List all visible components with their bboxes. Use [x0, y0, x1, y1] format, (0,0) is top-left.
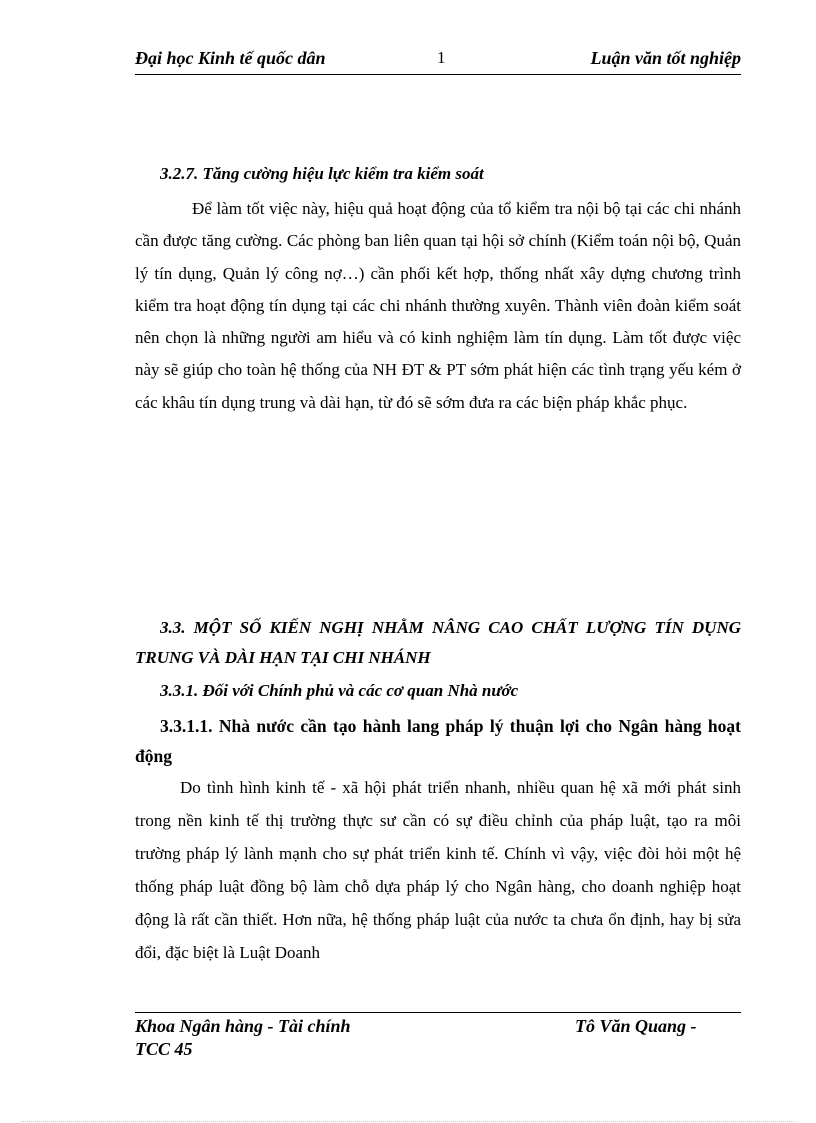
page-header: [135, 48, 741, 75]
footer-class: TCC 45: [135, 1039, 193, 1059]
page-number: 1: [437, 48, 446, 67]
page-footer: [135, 1012, 741, 1059]
page-bottom-divider: [22, 1121, 794, 1122]
paragraph-3-2-7: Để làm tốt việc này, hiệu quả hoạt động của tổ kiểm tra nội bộ tại các chi nhánh cần được tăng cường. Các phòng ban liên quan tại hội sở chính (Kiểm toán nội bộ, Quản lý tín dụng, Quản lý công nợ…) cần phối kết hợp, thống nhất xây dựng chương trình kiểm tra hoạt động tín dụng tại các chi nhánh thường xuyên. Thành viên đoàn kiểm soát nên chọn là những người am hiểu và có kinh nghiệm làm tín dụng. Làm tốt được việc này sẽ giúp cho toàn hệ thống của NH ĐT & PT sớm phát hiện các tình trạng yếu kém ở các khâu tín dụng trung và dài hạn, từ đó sẽ sớm đưa ra các biện pháp khắc phục.: [135, 199, 741, 412]
paragraph-3-3-1-1: Do tình hình kinh tế - xã hội phát triển nhanh, nhiều quan hệ xã mới phát sinh trong nền kinh tế thị trường thực sư cần có sự điều chỉnh của pháp luật, tạo ra môi trường pháp lý lành mạnh cho sự phát triển kinh tế. Chính vì vậy, việc đòi hỏi một hệ thống pháp luật đồng bộ làm chỗ dựa pháp lý cho Ngân hàng, cho doanh nghiệp hoạt động là rất cần thiết. Hơn nữa, hệ thống pháp luật của nước ta chưa ổn định, hay bị sửa đổi, đặc biệt là Luật Doanh: [135, 778, 741, 962]
heading-3-3-1: 3.3.1. Đối với Chính phủ và các cơ quan Nhà nước: [160, 681, 519, 700]
heading-3-2-7: 3.2.7. Tăng cường hiệu lực kiểm tra kiểm soát: [160, 164, 484, 183]
heading-3-3-1-1: 3.3.1.1. Nhà nước cần tạo hành lang pháp lý thuận lợi cho Ngân hàng hoạt động: [135, 716, 741, 766]
heading-3-3: 3.3. MỘT SỐ KIẾN NGHỊ NHẰM NÂNG CAO CHẤT LƯỢNG TÍN DỤNG TRUNG VÀ DÀI HẠN TẠI CHI NHÁNH: [135, 618, 741, 667]
footer-author: Tô Văn Quang -: [575, 1016, 697, 1036]
header-university: Đại học Kinh tế quốc dân: [135, 48, 326, 68]
footer-faculty: Khoa Ngân hàng - Tài chính: [135, 1016, 351, 1036]
header-thesis: Luận văn tốt nghiệp: [590, 48, 741, 68]
